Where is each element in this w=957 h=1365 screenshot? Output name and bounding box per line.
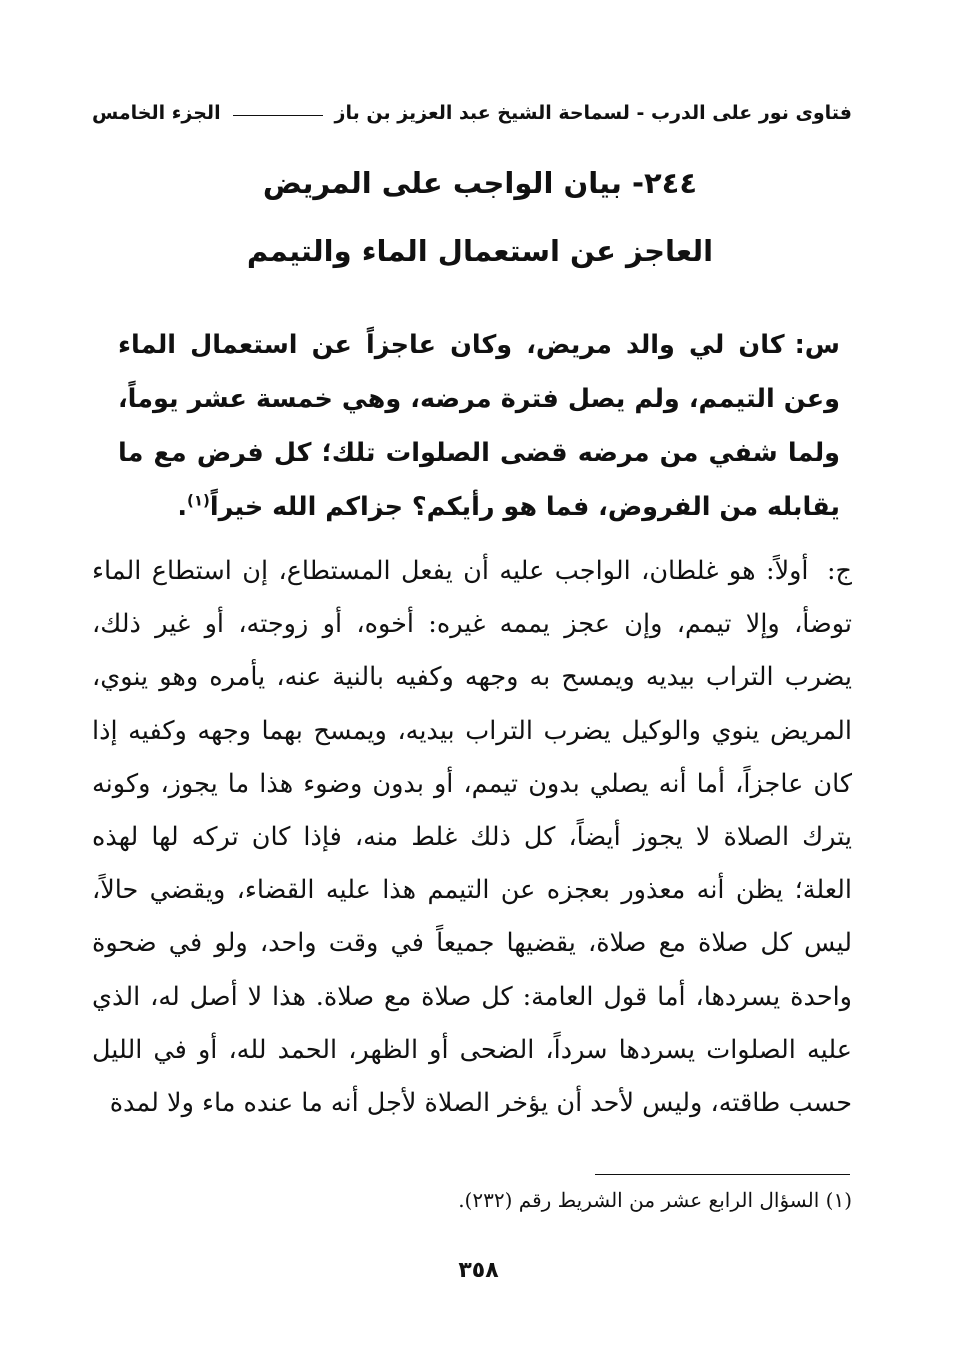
question-end: . [177,492,187,522]
volume-label: الجزء الخامس [92,102,221,124]
page-number: ٣٥٨ [458,1258,499,1283]
section-title-line-2: العاجز عن استعمال الماء والتيمم [246,234,714,268]
footnote: (١) السؤال الرابع عشر من الشريط رقم (٢٣٢). [458,1188,852,1212]
question-paragraph [118,318,840,534]
question-label: س: [794,330,840,360]
answer-text: أولاً: هو غلطان، الواجب عليه أن يفعل المستطاع، إن استطاع الماء توضأ، وإلا تيمم، وإن عجز يممه غيره: أخوه، أو زوجته، أو غير ذلك، يضرب التراب بيديه ويمسح به وجهه وكفيه بالنية عنه، يأمره وهو ينوي، المريض ينوي والوكيل يضرب التراب بيديه، ويمسح بهما وجهه وكفيه إذا كان عاجزاً، أما أنه يصلي بدون تيمم، أو بدون وضوء هذا ما يجوز، وكونه يترك الصلاة لا يجوز أيضاً، كل ذلك غلط منه، فإذا كان تركه لها لهذه العلة؛ يظن أنه معذور بعجزه عن التيمم هذا عليه القضاء، ويقضي حالاً، ليس كل صلاة مع صلاة، يقضيها جميعاً في وقت واحد، ولو في ضحوة واحدة يسردها، أما قول العامة: كل صلاة مع صلاة. هذا لا أصل له، الذي عليه الصلوات يسردها سرداً، الضحى أو الظهر، الحمد لله، أو في الليل حسب طاقته، وليس لأحد أن يؤخر الصلاة لأجل أنه ما عنده ماء ولا لمدة [92,556,852,1119]
answer-paragraph [92,545,852,1130]
footnote-reference: (١) [187,491,210,510]
section-title-line-1: ٢٤٤- بيان الواجب على المريض [262,166,698,200]
header-rule [233,115,323,116]
running-header [92,96,852,130]
question-text: كان لي والد مريض، وكان عاجزاً عن استعمال الماء وعن التيمم، ولم يصل فترة مرضه، وهي خمسة عشر يوماً، ولما شفي من مرضه قضى الصلوات تلك؛ كل فرض مع ما يقابله من الفروض، فما هو رأيكم؟ جزاكم الله خيراً [118,330,840,522]
footnote-rule [595,1174,850,1175]
book-title: فتاوى نور على الدرب - لسماحة الشيخ عبد العزيز بن باز [334,102,852,124]
answer-label: ج: [826,556,852,586]
